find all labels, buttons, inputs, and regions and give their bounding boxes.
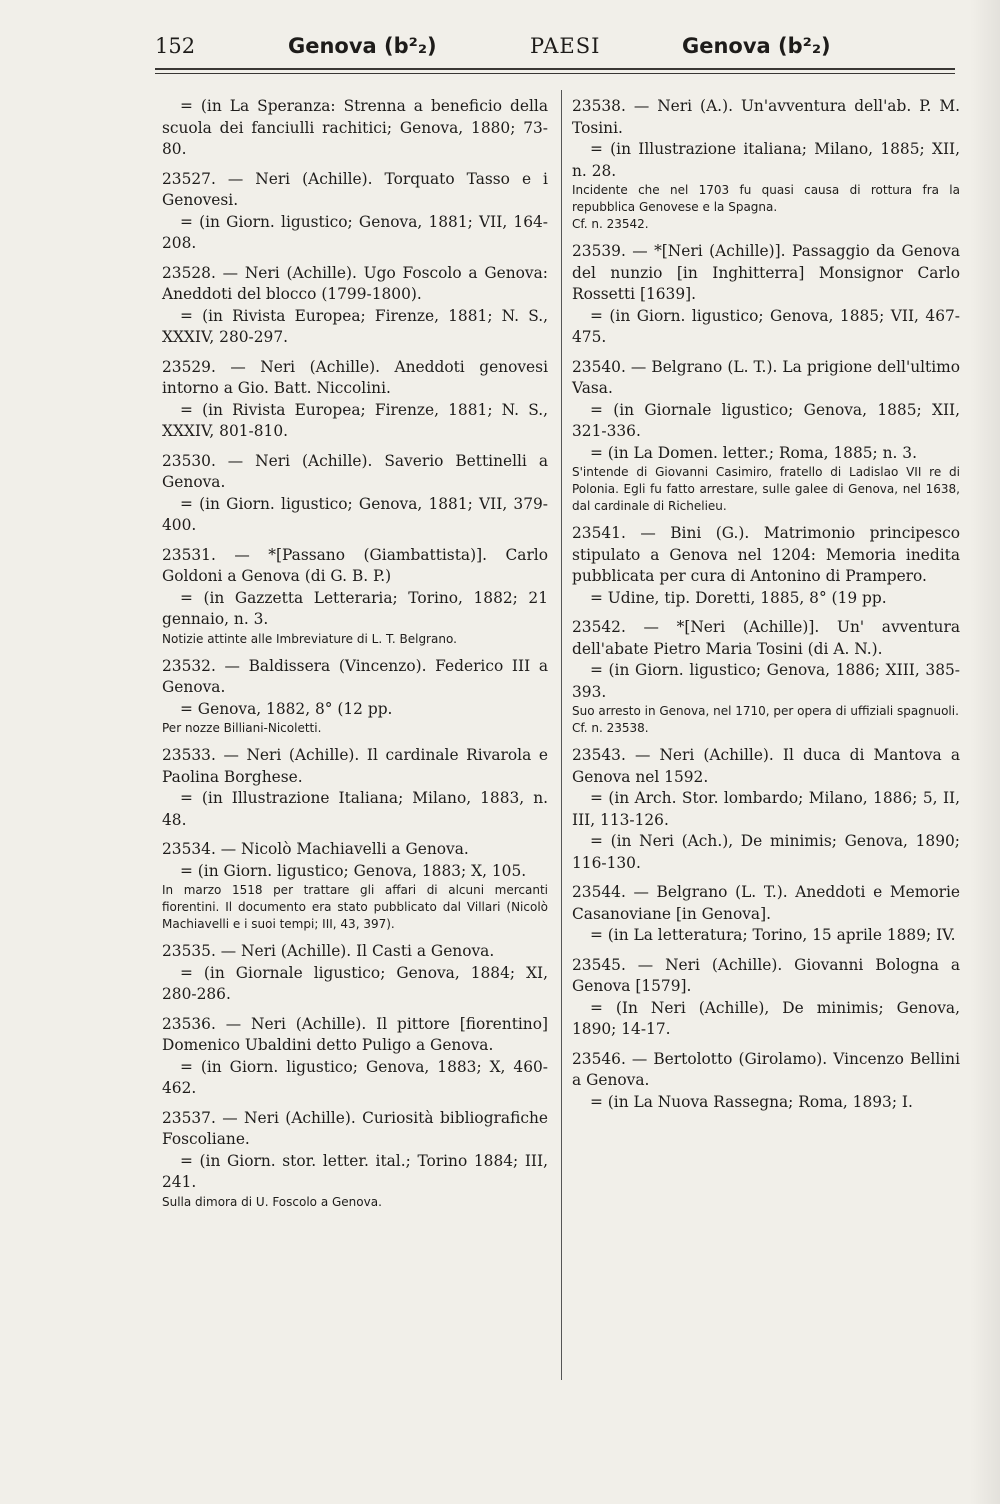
entry-source: = (in Giorn. ligustico; Genova, 1881; VII, 379-400. [162,494,548,534]
bibliography-entry [572,357,960,516]
entry-title: 23538. — Neri (A.). Un'avventura dell'ab. P. M. Tosini. [572,97,960,137]
bibliography-entry [162,263,548,349]
running-head-left: Genova (b²₂) [288,34,437,58]
bibliography-entry [162,1108,548,1211]
entry-note: Per nozze Billiani-Nicoletti. [162,721,322,735]
entry-source: = (in Giorn. ligustico; Genova, 1885; VII, 467-475. [572,306,960,346]
entry-source: = (in Rivista Europea; Firenze, 1881; N. S., XXXIV, 801-810. [162,400,548,440]
entry-source: = (in Giorn. ligustico; Genova, 1881; VII, 164-208. [162,212,548,252]
entry-title: 23534. — Nicolò Machiavelli a Genova. [162,840,469,858]
entry-title: 23532. — Baldissera (Vincenzo). Federico III a Genova. [162,656,548,696]
entry-note: In marzo 1518 per trattare gli affari di alcuni mercanti fiorentini. Il documento era stato pubblicato dal Villari (Nicolò Machiavelli e i suoi tempi; III, 43, 397). [162,883,548,931]
bibliography-entry [162,545,548,648]
header-rule-thick [155,68,955,70]
entry-cross-reference: Cf. n. 23542. [572,217,649,231]
entry-source: = (in La Speranza: Strenna a beneficio della scuola dei fanciulli rachitici; Genova, 1880; 73-80. [162,97,548,158]
entry-source: = (in Arch. Stor. lombardo; Milano, 1886; 5, II, III, 113-126. [572,789,960,829]
entry-source: = (in Gazzetta Letteraria; Torino, 1882; 21 gennaio, n. 3. [162,588,548,628]
bibliography-entry [162,656,548,738]
running-head-right: Genova (b²₂) [682,34,831,58]
entry-title: 23537. — Neri (Achille). Curiosità bibliografiche Foscoliane. [162,1108,548,1148]
page-number: 152 [155,34,196,58]
entry-source: = (in Illustrazione italiana; Milano, 1885; XII, n. 28. [572,140,960,180]
entry-source: = (In Neri (Achille), De minimis; Genova, 1890; 14-17. [572,998,960,1038]
entry-note: Suo arresto in Genova, nel 1710, per opera di uffiziali spagnuoli. [572,704,959,718]
bibliography-entry [572,241,960,349]
left-column [162,96,548,1219]
entry-title: 23535. — Neri (Achille). Il Casti a Genova. [162,942,495,960]
entry-source: = (in Giorn. stor. letter. ital.; Torino 1884; III, 241. [162,1151,548,1191]
bibliography-entry [162,941,548,1006]
entry-source: = (in Giorn. ligustico; Genova, 1883; X, 460-462. [162,1057,548,1097]
entry-source: = (in Giorn. ligustico; Genova, 1886; XIII, 385-393. [572,661,960,701]
entry-source: = (in Giornale ligustico; Genova, 1885; XII, 321-336. [572,400,960,440]
bibliography-entry [162,451,548,537]
entry-note: Notizie attinte alle Imbreviature di L. T. Belgrano. [162,631,457,646]
entry-cross-reference: Cf. n. 23538. [572,721,649,735]
entry-source: = (in La Nuova Rassegna; Roma, 1893; I. [590,1092,913,1111]
entry-title: 23531. — *[Passano (Giambattista)]. Carlo Goldoni a Genova (di G. B. P.) [162,545,548,585]
entry-title: 23544. — Belgrano (L. T.). Aneddoti e Memorie Casanoviane [in Genova]. [572,883,960,923]
entry-source: = (in Neri (Ach.), De minimis; Genova, 1890; 116-130. [572,832,960,872]
bibliography-entry [162,169,548,255]
entry-title: 23545. — Neri (Achille). Giovanni Bologna a Genova [1579]. [572,955,960,995]
entry-source: = (in Illustrazione Italiana; Milano, 1883, n. 48. [162,789,548,829]
column-divider [561,90,562,1380]
bibliography-entry [572,617,960,737]
entry-source: = Genova, 1882, 8° (12 pp. [180,699,393,718]
bibliography-entry [162,839,548,933]
bibliography-entry [162,1014,548,1100]
entry-source: = (in Giornale ligustico; Genova, 1884; XI, 280-286. [162,963,548,1003]
entry-title: 23543. — Neri (Achille). Il duca di Mantova a Genova nel 1592. [572,746,960,786]
bibliography-entry [572,1049,960,1114]
bibliography-entry [572,745,960,874]
right-column [572,96,960,1121]
running-head-center: PAESI [530,34,601,58]
header-rule-thin [155,73,955,74]
entry-title: 23528. — Neri (Achille). Ugo Foscolo a Genova: Aneddoti del blocco (1799-1800). [162,263,548,303]
entry-title: 23542. — *[Neri (Achille)]. Un' avventura dell'abate Pietro Maria Tosini (di A. N.). [572,618,960,658]
bibliography-entry [572,523,960,609]
bibliography-entry [572,882,960,947]
entry-title: 23533. — Neri (Achille). Il cardinale Rivarola e Paolina Borghese. [162,746,548,786]
entry-note: S'intende di Giovanni Casimiro, fratello di Ladislao VII re di Polonia. Egli fu fatto arrestare, sulle galee di Genova, nel 1638, dal cardinale di Richelieu. [572,465,960,513]
entry-title: 23541. — Bini (G.). Matrimonio principesco stipulato a Genova nel 1204: Memoria inedita pubblicata per cura di Antonino di Prampero. [572,524,960,585]
entry-title: 23540. — Belgrano (L. T.). La prigione dell'ultimo Vasa. [572,357,960,397]
bibliography-entry [572,96,960,233]
entry-title: 23539. — *[Neri (Achille)]. Passaggio da Genova del nunzio [in Inghitterra] Monsignor Carlo Rossetti [1639]. [572,242,960,303]
entry-title: 23536. — Neri (Achille). Il pittore [fiorentino] Domenico Ubaldini detto Puligo a Genova. [162,1014,548,1054]
bibliography-entry [162,745,548,831]
entry-source: = (in Giorn. ligustico; Genova, 1883; X, 105. [180,861,527,880]
entry-title: 23527. — Neri (Achille). Torquato Tasso e i Genovesi. [162,169,548,209]
entry-title: 23530. — Neri (Achille). Saverio Bettinelli a Genova. [162,451,548,491]
entry-source: = (in La letteratura; Torino, 15 aprile 1889; IV. [590,926,956,944]
entry-note: Sulla dimora di U. Foscolo a Genova. [162,1194,382,1209]
entry-note: Incidente che nel 1703 fu quasi causa di rottura fra la repubblica Genovese e la Spagna. [572,183,960,214]
bibliography-entry [572,955,960,1041]
entry-source: = (in Rivista Europea; Firenze, 1881; N. S., XXXIV, 280-297. [162,306,548,346]
entry-source: = (in La Domen. letter.; Roma, 1885; n. 3. [590,443,917,462]
bibliography-entry [162,357,548,443]
entry-title: 23546. — Bertolotto (Girolamo). Vincenzo Bellini a Genova. [572,1049,960,1089]
bibliography-entry [162,96,548,161]
entry-title: 23529. — Neri (Achille). Aneddoti genovesi intorno a Gio. Batt. Niccolini. [162,357,548,397]
entry-source: = Udine, tip. Doretti, 1885, 8° (19 pp. [590,588,887,607]
